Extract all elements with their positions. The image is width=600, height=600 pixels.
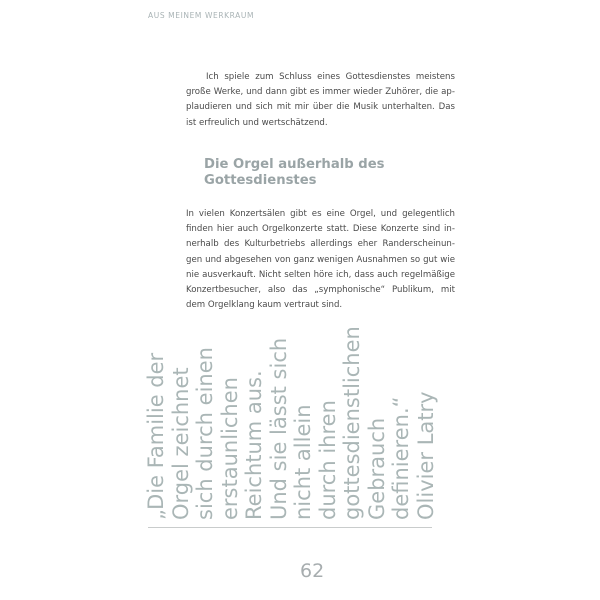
pull-quote-line: Reichtum aus. [242, 370, 266, 520]
pull-quote-line: sich durch einen [193, 347, 217, 520]
pull-quote-line: definieren.“ [389, 396, 413, 520]
pull-quote-attribution: Olivier Latry [413, 391, 438, 520]
divider-rule [148, 527, 432, 528]
paragraph-concert-halls: In vielen Konzertsälen gibt es eine Orgel, und gelegentlich finden hier auch Orgelkonzerte statt. Diese Konzerte sind innerhalb des Kulturbetriebs allerdings eher Randerscheinungen und abgesehen von ganz wenigen Ausnahmen so gut wie nie ausverkauft. Nicht selten höre ich, dass auch regelmäßige Konzertbesucher, also das „symphonische“ Publikum, mit dem Orgelklang kaum vertraut sind. [186, 209, 455, 311]
pull-quote-line: Orgel zeichnet [168, 367, 193, 520]
page-number: 62 [300, 560, 325, 582]
running-head: AUS MEINEM WERKRAUM [148, 11, 255, 20]
pull-quote [143, 326, 438, 520]
pull-quote-line: gottesdienstlichen [340, 326, 364, 520]
pull-quote-line: nicht allein [291, 404, 315, 520]
pull-quote-line: „Die Familie der [144, 352, 168, 520]
paragraph-intro: Ich spiele zum Schluss eines Gottesdienstes meistens große Werke, und dann gibt es immer wieder Zuhörer, die applaudieren und sich mit mir über die Musik unterhalten. Das ist erfreulich und wertschätzend. [186, 72, 455, 128]
section-heading: Die Orgel außerhalb des Gottesdienstes [204, 157, 385, 188]
pull-quote-line: Und sie lässt sich [266, 337, 291, 520]
pull-quote-line: durch ihren [315, 400, 340, 520]
pull-quote-line: Gebrauch [364, 417, 389, 520]
pull-quote-line: erstaunlichen [217, 377, 242, 520]
